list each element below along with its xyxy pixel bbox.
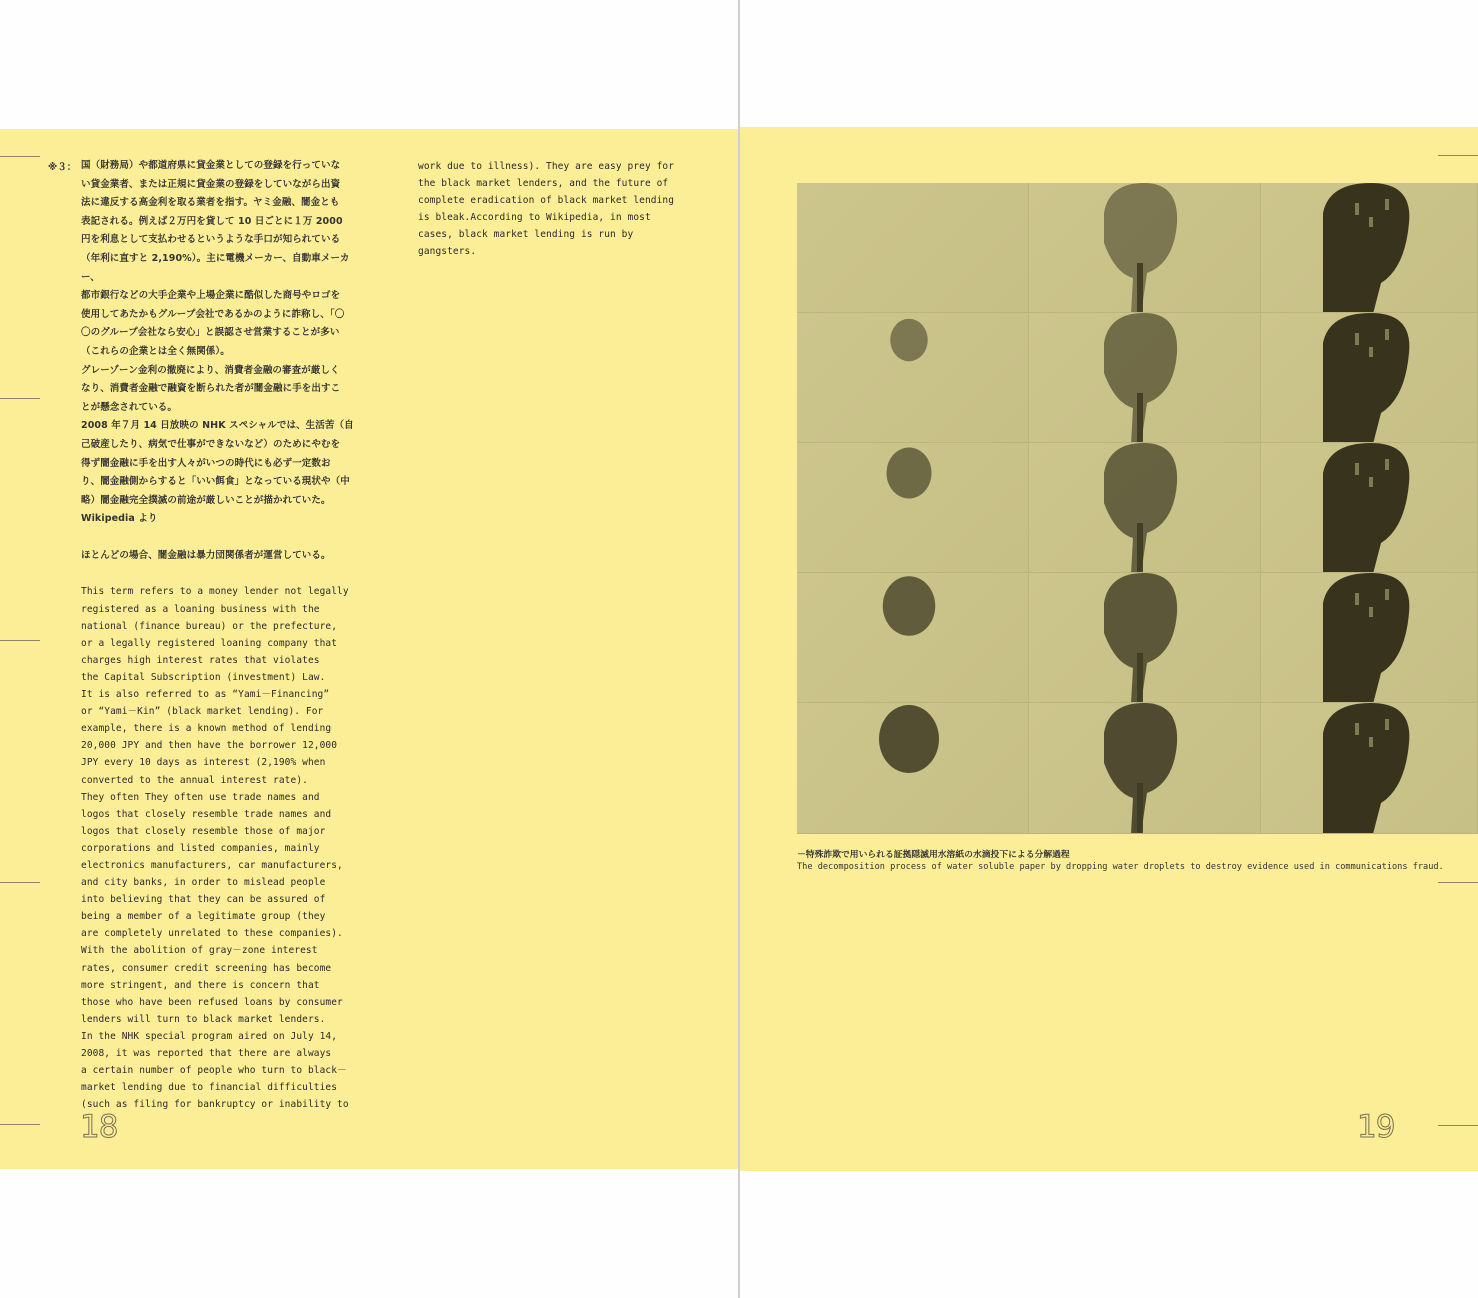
- photo-frame: [1261, 183, 1478, 313]
- text-line: and city banks, in order to mislead people: [81, 877, 326, 889]
- text-line: 己破産したり、病気で仕事ができないなど）のためにやむを: [81, 438, 341, 450]
- water-stain-image: [1261, 313, 1478, 443]
- text-line: are completely unrelated to these companies).: [81, 928, 343, 940]
- text-line: more stringent, and there is concern that: [81, 979, 320, 991]
- text-line: or “Yami－Kin” (black market lending). For: [81, 706, 324, 718]
- text-column-2: [418, 158, 688, 261]
- text-line: い貸金業者、または正規に貸金業の登録をしていながら出資: [81, 178, 341, 190]
- water-stain-image: [1261, 703, 1478, 834]
- crop-tick: [1438, 1125, 1478, 1126]
- text-line: is bleak.According to Wikipedia, in most: [418, 212, 651, 224]
- photo-frame: [797, 183, 1029, 313]
- text-line: charges high interest rates that violates: [81, 654, 320, 666]
- text-line: cases, black market lending is run by: [418, 229, 634, 241]
- text-line: national (finance bureau) or the prefecture,: [81, 620, 338, 632]
- photo-frame: [1261, 573, 1478, 703]
- text-line: a certain number of people who turn to black－: [81, 1065, 347, 1077]
- text-line: 円を利息として支払わせるというような手口が知られている: [81, 234, 341, 246]
- text-line: the Capital Subscription (investment) Law.: [81, 671, 326, 683]
- text-line: into believing that they can be assured of: [81, 894, 326, 906]
- figure-caption-english: The decomposition process of water soluble paper by dropping water droplets to destroy evidence used in communications fraud.: [797, 862, 1444, 872]
- text-line: registered as a loaning business with the: [81, 603, 320, 615]
- text-line: or a legally registered loaning company that: [81, 637, 338, 649]
- water-stain-image: [1029, 443, 1261, 573]
- water-stain-image: [1261, 183, 1478, 313]
- footnote-mark: ※３：: [48, 162, 77, 173]
- text-line: （年利に直すと 2,190%）。主に電機メーカー、自動車メーカー、: [81, 252, 350, 283]
- text-line: They often They often use trade names and: [81, 791, 320, 803]
- page-number-right: 19: [1357, 1109, 1395, 1145]
- text-line: なり、消費者金融で融資を断られた者が闇金融に手を出すこ: [81, 383, 341, 395]
- water-stain-image: [1029, 573, 1261, 703]
- photo-frame: [797, 443, 1029, 573]
- crop-tick: [1438, 155, 1478, 156]
- water-stain-image: [797, 183, 1029, 313]
- text-line: gangsters.: [418, 246, 477, 258]
- text-line: work due to illness). They are easy prey for: [418, 161, 675, 172]
- crop-tick: [1438, 882, 1478, 883]
- text-line: 20,000 JPY and then have the borrower 12,000: [81, 740, 338, 752]
- water-stain-image: [797, 703, 1029, 834]
- text-line: グレーゾーン金利の撤廃により、消費者金融の審査が厳しく: [81, 364, 340, 376]
- text-line: logos that closely resemble trade names and: [81, 808, 332, 820]
- left-page: [0, 129, 738, 1169]
- water-stain-image: [1029, 183, 1261, 313]
- text-line: example, there is a known method of lending: [81, 723, 332, 735]
- english-footnote: [81, 583, 356, 1113]
- water-stain-image: [797, 443, 1029, 573]
- text-line: JPY every 10 days as interest (2,190% when: [81, 757, 326, 769]
- text-line: This term refers to a money lender not legally: [81, 586, 349, 598]
- text-line: rates, consumer credit screening has become: [81, 962, 332, 974]
- text-line: 2008, it was reported that there are always: [81, 1048, 332, 1059]
- photo-frame: [797, 313, 1029, 443]
- text-line: It is also referred to as “Yami－Financing”: [81, 689, 330, 701]
- text-line: In the NHK special program aired on July 14,: [81, 1030, 338, 1042]
- text-line: corporations and listed companies, mainly: [81, 842, 320, 854]
- text-line: those who have been refused loans by consumer: [81, 996, 343, 1008]
- text-line: 使用してあたかもグループ会社であるかのように詐称し、「〇: [81, 308, 345, 320]
- water-stain-image: [797, 313, 1029, 443]
- text-line: being a member of a legitimate group (they: [81, 911, 326, 923]
- text-line: electronics manufacturers, car manufacturers,: [81, 859, 343, 871]
- english-continuation: [418, 158, 688, 261]
- water-stain-image: [1029, 313, 1261, 443]
- crop-tick: [0, 640, 40, 641]
- text-line: 表記される。例えば２万円を貸して 10 日ごとに１万 2000: [81, 215, 343, 227]
- text-line: market lending due to financial difficulties: [81, 1082, 338, 1094]
- decomposition-photo-grid: [797, 183, 1478, 834]
- crop-tick: [0, 1124, 40, 1125]
- text-line: 2008 年７月 14 日放映の NHK スペシャルでは、生活苦（自: [81, 420, 354, 432]
- text-column-1: [81, 157, 356, 1113]
- photo-frame: [1261, 313, 1478, 443]
- photo-frame: [1029, 703, 1261, 834]
- photo-frame: [1261, 443, 1478, 573]
- text-line: 〇のグループ会社なら安心」と誤認させ営業することが多い: [81, 327, 340, 339]
- water-stain-image: [1261, 573, 1478, 703]
- text-line: 略）闇金融完全撲滅の前途が厳しいことが描かれていた。: [81, 494, 331, 506]
- water-stain-image: [1029, 703, 1261, 834]
- text-line: 国（財務局）や都道府県に貸金業としての登録を行っていな: [81, 160, 341, 171]
- photo-frame: [1029, 313, 1261, 443]
- text-line: the black market lenders, and the future of: [418, 178, 669, 190]
- photo-frame: [797, 573, 1029, 703]
- text-line: lenders will turn to black market lenders.: [81, 1013, 326, 1025]
- japanese-summary: ほとんどの場合、闇金融は暴力団関係者が運営している。: [81, 549, 331, 561]
- text-line: complete eradication of black market lending: [418, 195, 675, 207]
- water-stain-image: [797, 573, 1029, 703]
- water-stain-image: [1261, 443, 1478, 573]
- text-line: converted to the annual interest rate).: [81, 774, 308, 786]
- crop-tick: [0, 156, 40, 157]
- text-line: とが懸念されている。: [81, 401, 178, 413]
- text-line: logos that closely resemble those of major: [81, 825, 326, 837]
- crop-tick: [0, 882, 40, 883]
- page-number-left: 18: [80, 1109, 118, 1145]
- text-line: 得ず闇金融に手を出す人々がいつの時代にも必ず一定数お: [81, 457, 331, 469]
- photo-frame: [1029, 573, 1261, 703]
- photo-frame: [1029, 443, 1261, 573]
- text-line: り、闇金融側からすると「いい餌食」となっている現状や（中: [81, 476, 350, 488]
- right-page: [740, 127, 1478, 1171]
- figure-caption-japanese: －特殊詐欺で用いられる証拠隠滅用水溶紙の水滴投下による分解過程: [797, 850, 1070, 860]
- photo-frame: [1029, 183, 1261, 313]
- text-line: 都市銀行などの大手企業や上場企業に酷似した商号やロゴを: [81, 290, 341, 302]
- text-line: 法に違反する高金利を取る業者を指す。ヤミ金融、闇金とも: [81, 197, 340, 209]
- photo-frame: [1261, 703, 1478, 834]
- text-line: Wikipedia より: [81, 513, 158, 525]
- crop-tick: [0, 398, 40, 399]
- photo-frame: [797, 703, 1029, 834]
- text-line: (such as filing for bankruptcy or inability to: [81, 1099, 349, 1111]
- text-line: With the abolition of gray－zone interest: [81, 945, 318, 957]
- japanese-footnote: [81, 157, 356, 529]
- text-line: （これらの企業とは全く無関係）。: [81, 345, 230, 357]
